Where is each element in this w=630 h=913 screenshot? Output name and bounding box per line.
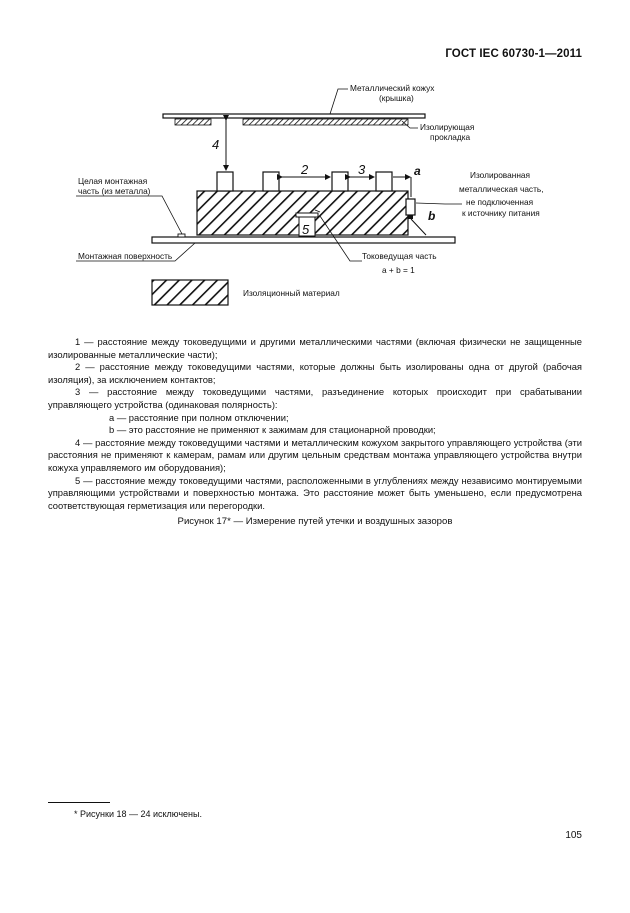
label-metal-part-3: не подключенная: [466, 197, 534, 207]
legend-item-3a: a — расстояние при полном отключении;: [109, 411, 289, 423]
label-live-part: Токоведущая часть: [362, 251, 437, 261]
label-insulation: Изоляционный материал: [243, 288, 340, 298]
standard-header: ГОСТ IEC 60730-1—2011: [445, 48, 582, 60]
dim-a: a: [414, 164, 421, 178]
legend-item-3: 3 — расстояние между токоведущими частями, разъединение которых происходит при срабатывании управляющего устройства (одинаковая полярность):: [48, 386, 582, 410]
label-metal-part-1: Изолированная: [470, 170, 531, 180]
legend-item-2: 2 — расстояние между токоведущими частями, которые должны быть изолированы одна от другой (рабочая изоляция), за исключением контактов;: [48, 361, 582, 385]
legend-item-1: 1 — расстояние между токоведущими и другими металлическими частями (включая физически не защищенные изолированные металлические части);: [48, 336, 582, 360]
label-housing-1: Металлический кожух: [350, 83, 435, 93]
mounting-surface-plate: [152, 237, 455, 243]
dim-2: 2: [301, 162, 309, 177]
dim-4: 4: [212, 137, 220, 152]
dim-5: 5: [302, 222, 310, 237]
legend-item-3b: b — это расстояние не применяют к зажимам для стационарной проводки;: [109, 424, 436, 436]
page-number: 105: [565, 830, 582, 841]
dim-b: b: [428, 209, 436, 223]
label-formula: a + b = 1: [382, 265, 415, 275]
label-mount-surface: Монтажная поверхность: [78, 251, 173, 261]
figure-legend: [48, 336, 582, 512]
legend-item-4: 4 — расстояние между токоведущими частями и металлическим кожухом закрытого управляющего устройства (эти расстояния не применяют к камерам, рамам или другим цельным средствам монтажа управляющего устройства внутри кожуха управляемого им оборудования);: [48, 436, 582, 473]
creepage-figure: [0, 0, 630, 320]
footnote: * Рисунки 18 — 24 исключены.: [74, 809, 202, 819]
insulating-liner: [175, 119, 408, 125]
label-mount-part-2: часть (из металла): [78, 186, 151, 196]
footnote-divider: [48, 802, 110, 803]
label-liner-2: прокладка: [430, 132, 471, 142]
metal-housing: [163, 114, 425, 118]
label-metal-part-2: металлическая часть,: [459, 184, 544, 194]
dim-3: 3: [358, 162, 366, 177]
figure-caption: Рисунок 17* — Измерение путей утечки и воздушных зазоров: [177, 516, 453, 527]
insulation-swatch: [152, 280, 228, 305]
label-mount-part-1: Целая монтажная: [78, 176, 148, 186]
label-metal-part-4: к источнику питания: [462, 208, 540, 218]
legend-item-5: 5 — расстояние между токоведущими частями, расположенными в углублениях между независимо монтируемыми управляющими устройствами и поверхностью монтажа. Это расстояние может быть уменьшено, если предусмотрена соответствующая герметизация или перегородки.: [48, 474, 582, 511]
label-liner-1: Изолирующая: [420, 122, 475, 132]
label-housing-2: (крышка): [379, 93, 414, 103]
insulated-metal-part: [406, 199, 415, 215]
